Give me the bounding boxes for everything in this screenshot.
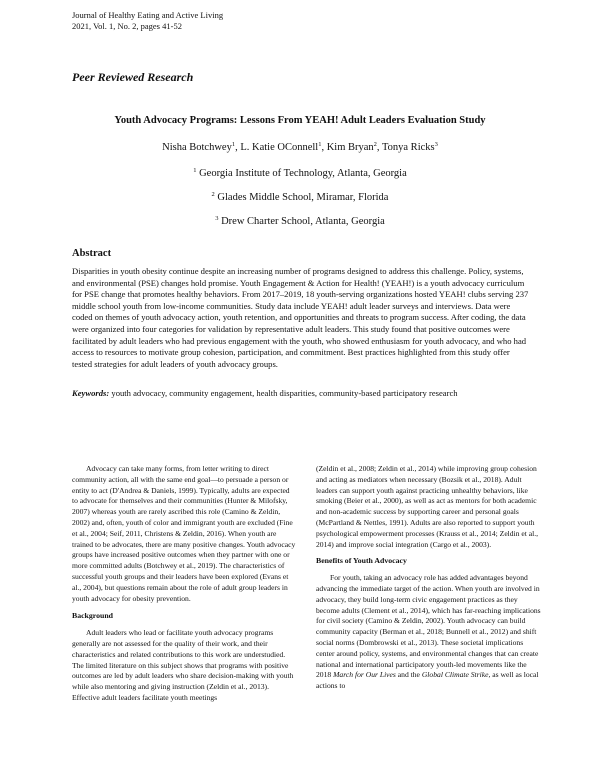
abstract-body: Disparities in youth obesity continue despite an increasing number of programs designed to address this challenge. Policy, systems, and environmental (PSE) changes hold promise. Youth Engagement & Action for Health! (YEAH!) is a youth advocacy curriculum for PSE change that promotes healthy behaviors. From 2017–2019, 18 youth-serving organizations hosted YEAH! clubs serving 237 middle school youth from low-income communities. Study data include YEAH! adult leader surveys and interviews. Data were coded on themes of youth advocacy action, youth retention, and opportunities and threats to program success. After coding, the data were organized into four categories for validation by representative adult leaders. This study found that positive outcomes were facilitated by adult leaders who had previous engagement with the youth, who showed enthusiasm for youth advocacy, and who had access to resources to motivate group cohesion, participation, and commitment. Best practices highlighted from this study offer tested strategies for adult leaders of youth advocacy groups. <box>72 266 529 369</box>
benefits-paragraph <box>316 573 541 692</box>
right-column <box>316 464 541 692</box>
continued-paragraph: (Zeldin et al., 2008; Zeldin et al., 2014) while improving group cohesion and acting as mediators when necessary (Bozsik et al., 2018). Adult leaders can support youth against practicing unhealthy behaviors, like smoking (Beier et al., 2000), as well as act as mentors for both academic and non-academic success by supporting career and personal goals (McPartland & Nettles, 1991). Adults are also reported to support youth psychological empowerment processes (Krauss et al., 2014; Zeldin et al., 2014) and improve social integration (Cargo et al., 2003). <box>316 464 539 549</box>
author-separator: , <box>321 142 327 153</box>
benefits-text: and the <box>395 670 422 680</box>
affiliation <box>72 215 528 227</box>
affiliation-marker: 2 <box>211 191 215 198</box>
left-column <box>72 464 297 704</box>
abstract-heading: Abstract <box>72 248 112 259</box>
author-affil-marker: 2 <box>373 141 377 148</box>
benefits-text: as well as local actions to <box>316 670 539 691</box>
intro-paragraph: Advocacy can take many forms, from letter writing to direct community action, all with the same end goal—to persuade a person or entity to act (D'Andrea & Daniels, 1999). Typically, adults are expected to advocate for themselves and their communities (Hunter & Milofsky, 2007) whereas youth are rarely ascribed this role (Camino & Zeldin, 2002) and, often, youth of color and immigrant youth are excluded (Fine et al., 2004; Seif, 2011, Christens & Zeldin, 2016). When youth are trained to be advocates, there are many positive changes. Youth advocacy groups have increased positive outcomes when they partner with one or more committed adults (Botchwey et al., 2019). The characteristics of successful youth groups and their leaders have been explored (Evans et al., 2004), but questions remain about the role of adult group leaders in youth advocacy for obesity prevention. <box>72 464 296 603</box>
affiliation-marker: 3 <box>215 215 219 222</box>
author-separator: , <box>235 142 241 153</box>
affiliation-text: Glades Middle School, Miramar, Florida <box>217 192 389 203</box>
journal-citation: 2021, Vol. 1, No. 2, pages 41-52 <box>72 21 182 31</box>
keywords-text: youth advocacy, community engagement, health disparities, community-based participatory research <box>109 388 458 398</box>
author-name: Nisha Botchwey <box>162 142 232 153</box>
affiliation <box>72 191 528 203</box>
author-affil-marker: 1 <box>231 141 236 148</box>
affiliation <box>72 167 528 179</box>
author-affil-marker: 3 <box>434 141 438 148</box>
background-heading: Background <box>72 611 114 621</box>
keywords <box>72 388 530 400</box>
journal-name: Journal of Healthy Eating and Active Living <box>72 10 224 20</box>
event-name: Global Climate Strike, <box>421 670 491 680</box>
author-name: Kim Bryan <box>326 142 374 153</box>
event-name: March for Our Lives <box>333 670 396 680</box>
author-affil-marker: 1 <box>318 141 322 148</box>
affiliation-text: Drew Charter School, Atlanta, Georgia <box>221 216 385 227</box>
author-name: Tonya Ricks <box>381 142 435 153</box>
background-paragraph: Adult leaders who lead or facilitate youth advocacy programs generally are not assessed for the quality of their work, and their characteristics and related contributions to this work are understudied. The limited literature on this subject shows that programs with positive outcomes are led by adult leaders who share decision-making with youth while also mentoring and giving instruction (Zeldin et al., 2013). Effective adult leaders facilitate youth meetings <box>72 628 294 702</box>
affiliation-text: Georgia Institute of Technology, Atlanta, Georgia <box>199 168 407 179</box>
author-name: L. Katie OConnell <box>240 142 319 153</box>
author-list <box>72 141 528 153</box>
affiliation-marker: 1 <box>193 167 197 174</box>
section-tag: Peer Reviewed Research <box>72 70 194 84</box>
benefits-text: For youth, taking an advocacy role has added advantages beyond advancing the immediate target of the action. When youth are involved in advocacy, they build long-term civic engagement practices as they become adults (Clement et al., 2014), which has far-reaching implications for civil society (Camino & Zeldin, 2002). Youth advocacy can build community capacity (Berman et al., 2018; Bunnell et al., 2012) and shift social norms (Dombrowski et al., 2013). These societal implications center around policy, systems, and environmental changes that can create national and international participatory youth-led movements like the 2018 <box>316 573 541 680</box>
benefits-heading: Benefits of Youth Advocacy <box>316 556 407 566</box>
author-separator: , <box>376 142 382 153</box>
keywords-label: Keywords: <box>72 388 110 398</box>
journal-header <box>72 10 223 32</box>
paper-title: Youth Advocacy Programs: Lessons From YEAH! Adult Leaders Evaluation Study <box>114 115 486 126</box>
